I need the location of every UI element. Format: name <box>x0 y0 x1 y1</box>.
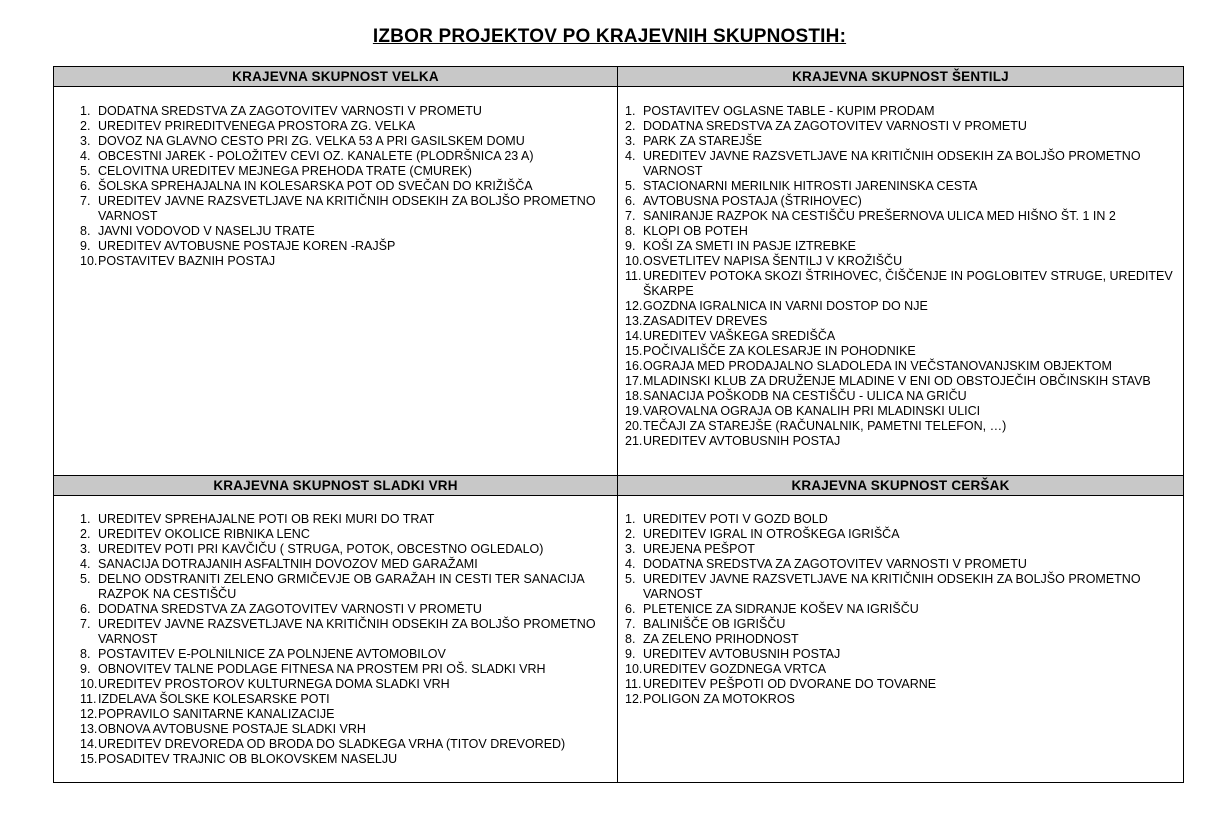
item-number: 4. <box>625 149 636 163</box>
section-cersak <box>618 496 1184 783</box>
item-number: 3. <box>80 542 91 556</box>
item-number: 6. <box>80 602 91 616</box>
item-text: SANACIJA POŠKODB NA CESTIŠČU - ULICA NA GRIČU <box>643 389 967 403</box>
item-number: 5. <box>625 179 636 193</box>
item-text: UREDITEV GOZDNEGA VRTCA <box>643 662 827 676</box>
list-item <box>625 329 1175 344</box>
list-item <box>80 527 609 542</box>
list-item <box>80 149 609 164</box>
section-header-sentilj: KRAJEVNA SKUPNOST ŠENTILJ <box>618 67 1184 87</box>
item-text: PLETENICE ZA SIDRANJE KOŠEV NA IGRIŠČU <box>643 602 919 616</box>
item-number: 2. <box>80 119 91 133</box>
item-text: UREDITEV JAVNE RAZSVETLJAVE NA KRITIČNIH ODSEKIH ZA BOLJŠO PROMETNO VARNOST <box>98 617 596 646</box>
item-text: DELNO ODSTRANITI ZELENO GRMIČEVJE OB GARAŽAH IN CESTI TER SANACIJA RAZPOK NA CESTIŠČU <box>98 572 584 601</box>
item-number: 10. <box>80 254 98 268</box>
list-item <box>80 572 609 602</box>
list-item <box>625 404 1175 419</box>
item-number: 12. <box>625 692 643 706</box>
list-item <box>625 344 1175 359</box>
item-text: OBCESTNI JAREK - POLOŽITEV CEVI OZ. KANALETE (PLODRŠNICA 23 A) <box>98 149 534 163</box>
list-item <box>80 617 609 647</box>
list-item <box>625 209 1175 224</box>
item-text: UREDITEV IGRAL IN OTROŠKEGA IGRIŠČA <box>643 527 900 541</box>
item-number: 4. <box>625 557 636 571</box>
list-item <box>625 677 1175 692</box>
list-item <box>625 557 1175 572</box>
item-number: 11. <box>80 692 97 706</box>
item-text: UREDITEV PROSTOROV KULTURNEGA DOMA SLADKI VRH <box>98 677 450 691</box>
list-item <box>625 104 1175 119</box>
item-number: 9. <box>80 662 91 676</box>
item-number: 9. <box>625 647 636 661</box>
item-text: UREDITEV SPREHAJALNE POTI OB REKI MURI DO TRAT <box>98 512 435 526</box>
item-number: 5. <box>80 572 91 586</box>
list-item <box>625 512 1175 527</box>
item-text: UREDITEV DREVOREDA OD BRODA DO SLADKEGA VRHA (TITOV DREVORED) <box>98 737 566 751</box>
item-number: 19. <box>625 404 643 418</box>
item-text: CELOVITNA UREDITEV MEJNEGA PREHODA TRATE (CMUREK) <box>98 164 472 178</box>
list-item <box>80 134 609 149</box>
item-number: 3. <box>80 134 91 148</box>
item-number: 2. <box>625 119 636 133</box>
list-item <box>80 512 609 527</box>
item-number: 16. <box>625 359 643 373</box>
item-number: 4. <box>80 149 91 163</box>
item-text: VAROVALNA OGRAJA OB KANALIH PRI MLADINSKI ULICI <box>643 404 981 418</box>
item-text: UREDITEV JAVNE RAZSVETLJAVE NA KRITIČNIH ODSEKIH ZA BOLJŠO PROMETNO VARNOST <box>643 149 1141 178</box>
item-number: 5. <box>625 572 636 586</box>
list-item <box>625 662 1175 677</box>
list-item <box>625 239 1175 254</box>
item-text: UREDITEV POTOKA SKOZI ŠTRIHOVEC, ČIŠČENJE IN POGLOBITEV STRUGE, UREDITEV ŠKARPE <box>643 269 1173 298</box>
item-text: POLIGON ZA MOTOKROS <box>643 692 795 706</box>
list-item <box>80 662 609 677</box>
item-text: UREDITEV PEŠPOTI OD DVORANE DO TOVARNE <box>643 677 937 691</box>
section-sladki-vrh <box>54 496 618 783</box>
item-text: POSADITEV TRAJNIC OB BLOKOVSKEM NASELJU <box>98 752 398 766</box>
item-number: 3. <box>625 542 636 556</box>
list-item <box>625 527 1175 542</box>
list-item <box>80 239 609 254</box>
item-text: UREDITEV AVTOBUSNE POSTAJE KOREN -RAJŠP <box>98 239 396 253</box>
item-text: ŠOLSKA SPREHAJALNA IN KOLESARSKA POT OD SVEČAN DO KRIŽIŠČA <box>98 179 533 193</box>
list-item <box>80 224 609 239</box>
item-number: 13. <box>80 722 98 736</box>
item-text: UREDITEV VAŠKEGA SREDIŠČA <box>643 329 836 343</box>
list-item <box>80 557 609 572</box>
list-item <box>625 572 1175 602</box>
item-text: OSVETLITEV NAPISA ŠENTILJ V KROŽIŠČU <box>643 254 903 268</box>
item-number: 6. <box>80 179 91 193</box>
item-number: 13. <box>625 314 643 328</box>
item-number: 1. <box>625 512 636 526</box>
list-item <box>625 389 1175 404</box>
list-item <box>80 542 609 557</box>
item-number: 8. <box>80 224 91 238</box>
item-number: 2. <box>80 527 91 541</box>
content-row-bottom <box>54 496 1184 783</box>
item-text: UREDITEV POTI V GOZD BOLD <box>643 512 828 526</box>
item-text: UREDITEV POTI PRI KAVČIČU ( STRUGA, POTOK, OBCESTNO OGLEDALO) <box>98 542 544 556</box>
list-item <box>80 677 609 692</box>
item-text: OBNOVA AVTOBUSNE POSTAJE SLADKI VRH <box>98 722 366 736</box>
list-item <box>80 104 609 119</box>
item-text: POSTAVITEV BAZNIH POSTAJ <box>98 254 276 268</box>
item-number: 8. <box>80 647 91 661</box>
item-number: 10. <box>625 662 643 676</box>
list-item <box>80 194 609 224</box>
list-item <box>80 737 609 752</box>
item-number: 11. <box>625 677 642 691</box>
item-text: OBNOVITEV TALNE PODLAGE FITNESA NA PROSTEM PRI OŠ. SLADKI VRH <box>98 662 546 676</box>
item-text: PARK ZA STAREJŠE <box>643 134 763 148</box>
item-number: 4. <box>80 557 91 571</box>
item-text: AVTOBUSNA POSTAJA (ŠTRIHOVEC) <box>643 194 862 208</box>
item-text: STACIONARNI MERILNIK HITROSTI JARENINSKA CESTA <box>643 179 978 193</box>
item-number: 12. <box>80 707 98 721</box>
list-item <box>80 752 609 767</box>
item-text: SANIRANJE RAZPOK NA CESTIŠČU PREŠERNOVA ULICA MED HIŠNO ŠT. 1 IN 2 <box>643 209 1116 223</box>
list-item <box>625 692 1175 707</box>
list-item <box>625 119 1175 134</box>
item-number: 5. <box>80 164 91 178</box>
item-text: DODATNA SREDSTVA ZA ZAGOTOVITEV VARNOSTI V PROMETU <box>98 104 482 118</box>
item-text: OGRAJA MED PRODAJALNO SLADOLEDA IN VEČSTANOVANJSKIM OBJEKTOM <box>643 359 1112 373</box>
list-item <box>625 269 1175 299</box>
list-item <box>625 194 1175 209</box>
list-item <box>625 314 1175 329</box>
section-header-cersak: KRAJEVNA SKUPNOST CERŠAK <box>618 476 1184 496</box>
item-number: 14. <box>80 737 98 751</box>
item-number: 11. <box>625 269 642 283</box>
item-number: 20. <box>625 419 643 433</box>
list-item <box>625 542 1175 557</box>
item-text: ZASADITEV DREVES <box>643 314 768 328</box>
header-row-bottom <box>54 476 1184 496</box>
header-row-top <box>54 67 1184 87</box>
list-item <box>80 119 609 134</box>
item-number: 7. <box>625 617 636 631</box>
list-item <box>625 617 1175 632</box>
item-number: 14. <box>625 329 643 343</box>
project-list <box>625 87 1175 449</box>
project-list <box>625 496 1175 707</box>
list-item <box>80 647 609 662</box>
list-item <box>625 134 1175 149</box>
list-item <box>625 602 1175 617</box>
item-text: UREDITEV AVTOBUSNIH POSTAJ <box>643 434 841 448</box>
item-number: 15. <box>80 752 98 766</box>
list-item <box>80 602 609 617</box>
list-item <box>625 359 1175 374</box>
item-number: 10. <box>625 254 643 268</box>
list-item <box>625 374 1175 389</box>
section-header-sladki-vrh: KRAJEVNA SKUPNOST SLADKI VRH <box>54 476 618 496</box>
list-item <box>625 254 1175 269</box>
item-text: DOVOZ NA GLAVNO CESTO PRI ZG. VELKA 53 A PRI GASILSKEM DOMU <box>98 134 525 148</box>
item-text: MLADINSKI KLUB ZA DRUŽENJE MLADINE V ENI OD OBSTOJEČIH OBČINSKIH STAVB <box>643 374 1151 388</box>
item-number: 9. <box>80 239 91 253</box>
section-header-velka: KRAJEVNA SKUPNOST VELKA <box>54 67 618 87</box>
item-text: POPRAVILO SANITARNE KANALIZACIJE <box>98 707 335 721</box>
item-text: KLOPI OB POTEH <box>643 224 748 238</box>
item-number: 2. <box>625 527 636 541</box>
item-text: SANACIJA DOTRAJANIH ASFALTNIH DOVOZOV MED GARAŽAMI <box>98 557 478 571</box>
list-item <box>80 254 609 269</box>
item-text: BALINIŠČE OB IGRIŠČU <box>643 617 786 631</box>
item-text: GOZDNA IGRALNICA IN VARNI DOSTOP DO NJE <box>643 299 928 313</box>
item-number: 3. <box>625 134 636 148</box>
project-list <box>80 87 609 269</box>
item-number: 1. <box>80 104 91 118</box>
item-text: JAVNI VODOVOD V NASELJU TRATE <box>98 224 315 238</box>
item-text: KOŠI ZA SMETI IN PASJE IZTREBKE <box>643 239 857 253</box>
page-title: IZBOR PROJEKTOV PO KRAJEVNIH SKUPNOSTIH: <box>372 26 847 47</box>
item-number: 15. <box>625 344 643 358</box>
list-item <box>625 224 1175 239</box>
item-text: POSTAVITEV OGLASNE TABLE - KUPIM PRODAM <box>643 104 935 118</box>
item-text: POČIVALIŠČE ZA KOLESARJE IN POHODNIKE <box>643 344 916 358</box>
item-number: 7. <box>625 209 636 223</box>
item-text: UREDITEV PRIREDITVENEGA PROSTORA ZG. VELKA <box>98 119 416 133</box>
item-text: UREDITEV AVTOBUSNIH POSTAJ <box>643 647 841 661</box>
projects-table <box>53 66 1184 783</box>
item-number: 7. <box>80 194 91 208</box>
item-number: 10. <box>80 677 98 691</box>
section-velka <box>54 87 618 476</box>
project-list <box>80 496 609 767</box>
list-item <box>80 164 609 179</box>
list-item <box>625 434 1175 449</box>
list-item <box>80 692 609 707</box>
list-item <box>625 632 1175 647</box>
item-number: 9. <box>625 239 636 253</box>
item-text: UREJENA PEŠPOT <box>643 542 755 556</box>
list-item <box>625 179 1175 194</box>
content-row-top <box>54 87 1184 476</box>
item-number: 6. <box>625 194 636 208</box>
item-number: 1. <box>625 104 636 118</box>
item-number: 8. <box>625 224 636 238</box>
item-text: UREDITEV JAVNE RAZSVETLJAVE NA KRITIČNIH ODSEKIH ZA BOLJŠO PROMETNO VARNOST <box>98 194 596 223</box>
list-item <box>625 419 1175 434</box>
list-item <box>625 149 1175 179</box>
item-number: 1. <box>80 512 91 526</box>
list-item <box>625 299 1175 314</box>
item-number: 21. <box>625 434 643 448</box>
item-number: 18. <box>625 389 643 403</box>
item-text: POSTAVITEV E-POLNILNICE ZA POLNJENE AVTOMOBILOV <box>98 647 446 661</box>
section-sentilj <box>618 87 1184 476</box>
item-text: DODATNA SREDSTVA ZA ZAGOTOVITEV VARNOSTI V PROMETU <box>643 119 1027 133</box>
item-text: ZA ZELENO PRIHODNOST <box>643 632 799 646</box>
item-number: 8. <box>625 632 636 646</box>
item-number: 6. <box>625 602 636 616</box>
item-text: UREDITEV JAVNE RAZSVETLJAVE NA KRITIČNIH ODSEKIH ZA BOLJŠO PROMETNO VARNOST <box>643 572 1141 601</box>
item-text: UREDITEV OKOLICE RIBNIKA LENC <box>98 527 310 541</box>
item-number: 7. <box>80 617 91 631</box>
list-item <box>80 722 609 737</box>
item-text: IZDELAVA ŠOLSKE KOLESARSKE POTI <box>98 692 330 706</box>
item-number: 12. <box>625 299 643 313</box>
item-text: DODATNA SREDSTVA ZA ZAGOTOVITEV VARNOSTI V PROMETU <box>98 602 482 616</box>
list-item <box>80 707 609 722</box>
item-number: 17. <box>625 374 643 388</box>
list-item <box>80 179 609 194</box>
list-item <box>625 647 1175 662</box>
item-text: TEČAJI ZA STAREJŠE (RAČUNALNIK, PAMETNI TELEFON, …) <box>643 419 1007 433</box>
item-text: DODATNA SREDSTVA ZA ZAGOTOVITEV VARNOSTI V PROMETU <box>643 557 1027 571</box>
